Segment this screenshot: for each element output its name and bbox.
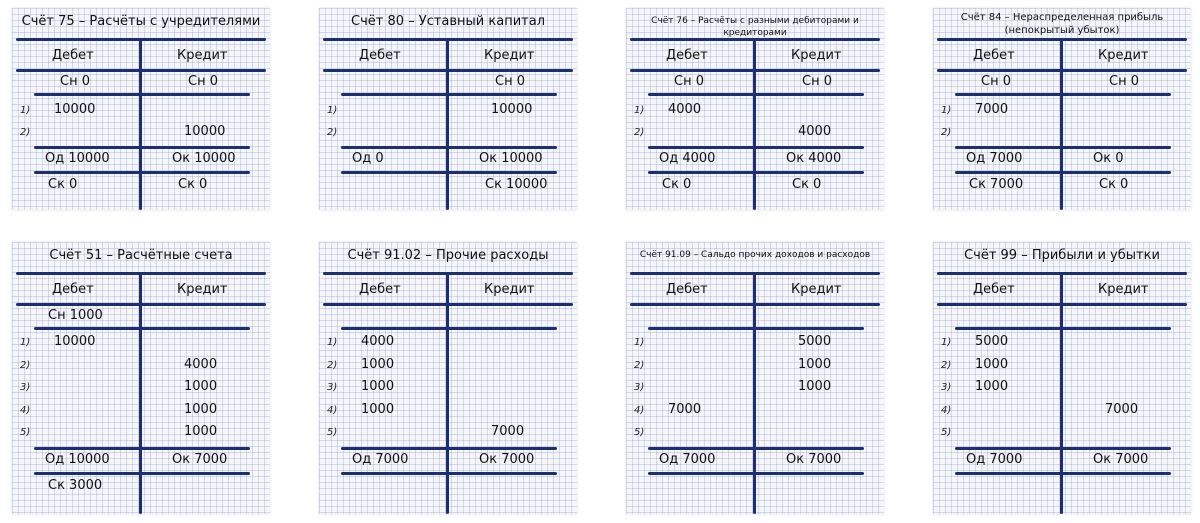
credit-header: Кредит — [484, 282, 535, 297]
entry-credit: 4000 — [798, 124, 832, 139]
entry-debit: 1000 — [975, 356, 1009, 372]
entry-credit: 7000 — [1105, 401, 1139, 417]
entry-debit: 7000 — [975, 102, 1009, 117]
entry-number: 3) — [634, 382, 645, 393]
ledger-divider — [1060, 272, 1063, 514]
t-account-card — [319, 242, 577, 514]
ledger-rule — [955, 146, 1171, 149]
credit-header: Кредит — [791, 48, 842, 63]
opening-credit: Сн 0 — [495, 74, 525, 89]
entry-credit: 1000 — [184, 401, 218, 417]
entry-credit: 1000 — [184, 379, 218, 394]
opening-debit: Сн 0 — [674, 74, 704, 89]
debit-header: Дебет — [973, 282, 1015, 297]
account-title-line2: (непокрытый убыток) — [1004, 25, 1120, 36]
ledger-rule — [34, 472, 250, 475]
ledger-rule — [34, 93, 250, 96]
entry-credit: 7000 — [491, 424, 525, 439]
ledger-divider — [446, 38, 449, 210]
ledger-rule — [648, 146, 864, 149]
debit-header: Дебет — [52, 282, 94, 297]
entry-credit: 1000 — [798, 379, 832, 394]
ledger-rule — [341, 146, 557, 149]
turnover-debit: Од 0 — [352, 151, 384, 166]
t-account-card — [319, 8, 577, 210]
turnover-debit: Од 7000 — [659, 452, 716, 467]
turnover-credit: Ок 0 — [1093, 151, 1124, 166]
account-title: Счёт 80 – Уставный капитал — [351, 14, 545, 29]
turnover-debit: Од 7000 — [966, 452, 1023, 467]
entry-number: 1) — [941, 337, 952, 348]
ledger-rule — [648, 447, 864, 450]
t-account-card — [933, 8, 1191, 210]
entry-number: 2) — [327, 359, 338, 371]
entry-number: 1) — [20, 105, 31, 116]
account-title: Счёт 91.09 – Сальдо прочих доходов и расходов — [639, 250, 871, 260]
entry-number: 1) — [634, 105, 645, 116]
entry-number: 4) — [634, 404, 645, 416]
credit-header: Кредит — [484, 48, 535, 63]
entry-credit: 5000 — [798, 334, 832, 349]
entry-number: 5) — [941, 427, 952, 438]
closing-credit: Ск 0 — [792, 177, 822, 192]
account-title: Счёт 51 – Расчётные счета — [49, 248, 233, 263]
ledger-rule — [341, 93, 557, 96]
turnover-credit: Ок 7000 — [1093, 452, 1149, 467]
account-title: Счёт 91.02 – Прочие расходы — [347, 248, 549, 263]
entry-debit: 4000 — [668, 102, 702, 117]
turnover-credit: Ок 10000 — [479, 151, 543, 166]
credit-header: Кредит — [1098, 48, 1149, 63]
entry-number: 2) — [634, 127, 645, 138]
ledger-divider — [446, 272, 449, 514]
account-title: Счёт 84 – Нераспределенная прибыль — [960, 12, 1164, 23]
ledger-rule — [341, 447, 557, 450]
entry-debit: 7000 — [668, 401, 702, 417]
entry-number: 5) — [327, 427, 338, 438]
entry-credit: 4000 — [184, 356, 218, 372]
entry-number: 2) — [327, 127, 338, 138]
turnover-debit: Од 10000 — [45, 151, 110, 166]
entry-debit: 5000 — [975, 334, 1009, 349]
entry-debit: 10000 — [54, 334, 96, 349]
t-account-card — [626, 242, 884, 514]
entry-number: 3) — [20, 382, 31, 393]
entry-number: 2) — [20, 359, 31, 371]
entry-number: 1) — [634, 337, 645, 348]
turnover-credit: Ок 7000 — [172, 452, 228, 467]
entry-number: 5) — [20, 427, 31, 438]
t-account-card — [933, 242, 1191, 514]
closing-debit: Ск 0 — [48, 177, 78, 192]
entry-debit: 1000 — [361, 401, 395, 417]
closing-debit: Ск 3000 — [48, 478, 103, 493]
entry-credit: 1000 — [184, 424, 218, 439]
entry-debit: 1000 — [361, 356, 395, 372]
entry-debit: 10000 — [54, 102, 96, 117]
account-title: Счёт 99 – Прибыли и убытки — [964, 248, 1160, 263]
ledger-rule — [341, 171, 557, 174]
closing-credit: Ск 0 — [178, 177, 208, 192]
entry-debit: 1000 — [361, 379, 395, 394]
turnover-debit: Од 7000 — [966, 151, 1023, 166]
entry-number: 4) — [941, 404, 952, 416]
turnover-credit: Ок 7000 — [479, 452, 535, 467]
account-title: Счёт 75 – Расчёты с учредителями — [21, 14, 261, 29]
entry-number: 1) — [941, 105, 952, 116]
entry-number: 4) — [327, 404, 338, 416]
entry-debit: 4000 — [361, 334, 395, 349]
ledger-rule — [34, 327, 250, 330]
entry-credit: 10000 — [491, 102, 533, 117]
debit-header: Дебет — [52, 48, 94, 63]
closing-credit: Ск 0 — [1099, 177, 1129, 192]
entry-number: 1) — [20, 337, 31, 348]
ledger-rule — [34, 146, 250, 149]
account-title: Счёт 76 – Расчёты с разными дебиторами и кредиторами — [651, 16, 859, 38]
debit-header: Дебет — [666, 282, 708, 297]
turnover-debit: Од 4000 — [659, 151, 716, 166]
ledger-divider — [753, 272, 756, 514]
debit-header: Дебет — [359, 282, 401, 297]
ledger-rule — [955, 171, 1171, 174]
opening-debit: Сн 1000 — [48, 308, 103, 323]
ledger-rule — [648, 171, 864, 174]
turnover-credit: Ок 7000 — [786, 452, 842, 467]
opening-credit: Сн 0 — [1109, 74, 1139, 89]
ledger-rule — [955, 472, 1171, 475]
ledger-divider — [1060, 38, 1063, 210]
turnover-debit: Од 7000 — [352, 452, 409, 467]
entry-credit: 1000 — [798, 356, 832, 372]
ledger-rule — [341, 472, 557, 475]
ledger-rule — [34, 447, 250, 450]
debit-header: Дебет — [666, 48, 708, 63]
credit-header: Кредит — [791, 282, 842, 297]
entry-number: 1) — [327, 105, 338, 116]
opening-debit: Сн 0 — [981, 74, 1011, 89]
t-account-card — [12, 8, 270, 210]
ledger-rule — [34, 171, 250, 174]
closing-debit: Ск 0 — [662, 177, 692, 192]
ledger-rule — [648, 93, 864, 96]
closing-debit: Ск 7000 — [969, 177, 1024, 192]
opening-credit: Сн 0 — [802, 74, 832, 89]
t-account-card — [12, 242, 270, 514]
opening-credit: Сн 0 — [188, 74, 218, 89]
entry-credit: 10000 — [184, 124, 226, 139]
debit-header: Дебет — [359, 48, 401, 63]
entry-number: 5) — [634, 427, 645, 438]
t-account-card — [626, 8, 884, 210]
entry-number: 4) — [20, 404, 31, 416]
opening-debit: Сн 0 — [60, 74, 90, 89]
credit-header: Кредит — [177, 282, 228, 297]
turnover-credit: Ок 4000 — [786, 151, 842, 166]
ledger-rule — [955, 327, 1171, 330]
entry-number: 2) — [941, 359, 952, 371]
ledger-rule — [955, 93, 1171, 96]
ledger-rule — [648, 327, 864, 330]
ledger-divider — [139, 38, 142, 210]
turnover-credit: Ок 10000 — [172, 151, 236, 166]
entry-number: 2) — [941, 127, 952, 138]
entry-number: 1) — [327, 337, 338, 348]
credit-header: Кредит — [177, 48, 228, 63]
entry-number: 3) — [941, 382, 952, 393]
turnover-debit: Од 10000 — [45, 452, 110, 467]
debit-header: Дебет — [973, 48, 1015, 63]
ledger-rule — [955, 447, 1171, 450]
entry-number: 2) — [20, 127, 31, 138]
ledger-divider — [139, 272, 142, 514]
entry-number: 2) — [634, 359, 645, 371]
entry-debit: 1000 — [975, 379, 1009, 394]
credit-header: Кредит — [1098, 282, 1149, 297]
entry-number: 3) — [327, 382, 338, 393]
ledger-rule — [341, 327, 557, 330]
closing-credit: Ск 10000 — [485, 177, 548, 192]
ledger-divider — [753, 38, 756, 210]
ledger-rule — [648, 472, 864, 475]
